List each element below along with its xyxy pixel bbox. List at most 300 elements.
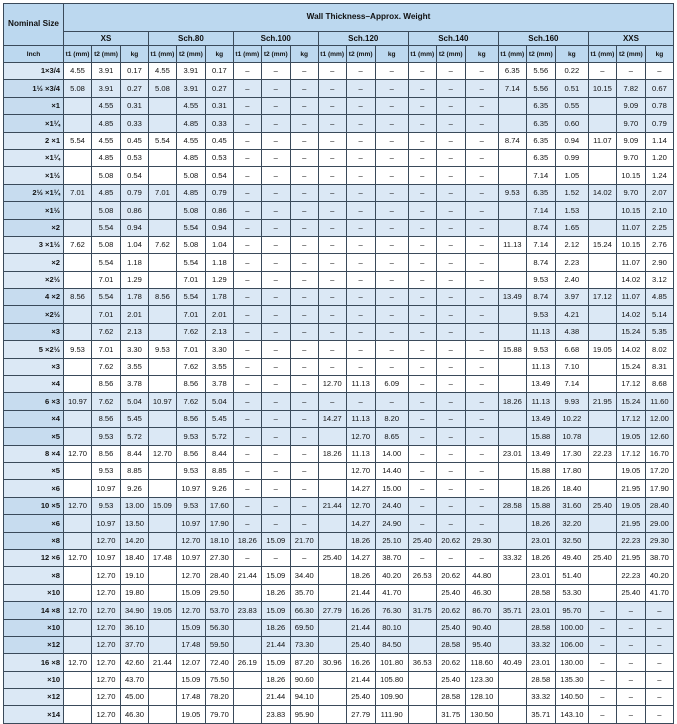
value-cell	[588, 97, 616, 114]
value-cell: 21.44	[318, 497, 346, 514]
table-row	[4, 636, 674, 653]
value-cell: –	[261, 480, 290, 497]
value-cell: 25.40	[318, 549, 346, 566]
value-cell: –	[465, 393, 498, 410]
value-cell: 86.70	[465, 602, 498, 619]
value-cell: 12.70	[318, 376, 346, 393]
value-cell: 8.74	[498, 132, 526, 149]
value-cell	[64, 567, 92, 584]
value-cell: –	[436, 289, 465, 306]
value-cell: 19.05	[176, 706, 205, 723]
value-cell	[588, 149, 616, 166]
value-cell: 0.94	[555, 132, 588, 149]
value-cell: 17.30	[555, 445, 588, 462]
value-cell: 36.10	[120, 619, 148, 636]
value-cell: 1.65	[555, 219, 588, 236]
value-cell: –	[408, 80, 436, 97]
value-cell	[148, 271, 176, 288]
unit-header: kg	[120, 46, 148, 63]
size-cell: ×14	[4, 706, 64, 723]
value-cell	[233, 636, 261, 653]
value-cell: –	[261, 306, 290, 323]
value-cell	[498, 376, 526, 393]
value-cell	[408, 671, 436, 688]
value-cell: 0.54	[120, 167, 148, 184]
value-cell	[148, 515, 176, 532]
value-cell: 26.19	[233, 654, 261, 671]
value-cell: –	[588, 619, 616, 636]
unit-header: t1 (mm)	[498, 46, 526, 63]
value-cell: –	[436, 393, 465, 410]
value-cell: –	[261, 132, 290, 149]
value-cell	[64, 306, 92, 323]
value-cell	[148, 636, 176, 653]
value-cell: 9.53	[92, 428, 121, 445]
value-cell: –	[233, 184, 261, 201]
value-cell: 3.55	[205, 358, 233, 375]
value-cell	[408, 636, 436, 653]
value-cell: 12.70	[92, 671, 121, 688]
value-cell: 0.79	[120, 184, 148, 201]
value-cell: 95.40	[465, 636, 498, 653]
value-cell: 10.97	[176, 480, 205, 497]
value-cell: –	[645, 689, 673, 706]
size-cell: ×10	[4, 671, 64, 688]
value-cell	[148, 254, 176, 271]
value-cell: 17.90	[205, 515, 233, 532]
value-cell: 22.23	[616, 567, 645, 584]
size-cell: ×5	[4, 428, 64, 445]
value-cell: 25.40	[436, 584, 465, 601]
value-cell: 105.80	[375, 671, 408, 688]
value-cell: 33.32	[498, 549, 526, 566]
value-cell: 2.90	[645, 254, 673, 271]
value-cell: –	[375, 80, 408, 97]
value-cell: 0.54	[205, 167, 233, 184]
value-cell: –	[436, 184, 465, 201]
size-cell: 8 ×4	[4, 445, 64, 462]
value-cell: 7.01	[148, 184, 176, 201]
value-cell: 10.15	[588, 80, 616, 97]
value-cell: 4.85	[645, 289, 673, 306]
value-cell: 23.01	[526, 567, 555, 584]
value-cell: 13.49	[498, 289, 526, 306]
value-cell	[588, 462, 616, 479]
value-cell: 33.32	[526, 689, 555, 706]
value-cell: 5.08	[176, 236, 205, 253]
table-row	[4, 549, 674, 566]
value-cell	[318, 567, 346, 584]
size-cell: 1×3/4	[4, 63, 64, 80]
value-cell: –	[465, 184, 498, 201]
size-cell: ×8	[4, 567, 64, 584]
value-cell: 28.58	[526, 619, 555, 636]
value-cell: –	[436, 323, 465, 340]
value-cell: 15.24	[616, 358, 645, 375]
value-cell: –	[375, 254, 408, 271]
value-cell: 9.70	[616, 184, 645, 201]
value-cell: –	[261, 97, 290, 114]
value-cell: –	[616, 636, 645, 653]
value-cell: 12.70	[346, 497, 375, 514]
value-cell: –	[318, 289, 346, 306]
value-cell: 7.01	[92, 271, 121, 288]
value-cell: 2.01	[205, 306, 233, 323]
value-cell: –	[616, 671, 645, 688]
value-cell	[64, 480, 92, 497]
value-cell: 4.55	[148, 63, 176, 80]
value-cell	[318, 689, 346, 706]
value-cell: –	[261, 271, 290, 288]
size-cell: 3 ×1½	[4, 236, 64, 253]
value-cell: –	[588, 689, 616, 706]
value-cell: –	[465, 80, 498, 97]
value-cell	[64, 323, 92, 340]
value-cell: –	[233, 306, 261, 323]
value-cell: –	[375, 184, 408, 201]
value-cell: 31.60	[555, 497, 588, 514]
value-cell	[498, 706, 526, 723]
size-cell: ×2	[4, 219, 64, 236]
value-cell: –	[318, 323, 346, 340]
value-cell	[148, 689, 176, 706]
value-cell: 40.20	[645, 567, 673, 584]
value-cell	[588, 115, 616, 132]
value-cell: –	[436, 97, 465, 114]
value-cell: 12.70	[64, 445, 92, 462]
unit-header: t2 (mm)	[261, 46, 290, 63]
value-cell: 15.09	[261, 567, 290, 584]
value-cell: 14.02	[616, 271, 645, 288]
value-cell: 5.56	[526, 63, 555, 80]
value-cell: –	[375, 149, 408, 166]
value-cell: 4.55	[64, 63, 92, 80]
value-cell: 15.88	[526, 497, 555, 514]
value-cell: 10.15	[616, 202, 645, 219]
value-cell: 49.40	[555, 549, 588, 566]
value-cell: –	[346, 184, 375, 201]
value-cell	[498, 671, 526, 688]
value-cell: –	[290, 149, 318, 166]
value-cell: 12.07	[176, 654, 205, 671]
value-cell: 7.62	[92, 358, 121, 375]
value-cell: 12.70	[92, 584, 121, 601]
value-cell	[64, 706, 92, 723]
value-cell: –	[233, 428, 261, 445]
value-cell: –	[375, 202, 408, 219]
value-cell: 0.17	[120, 63, 148, 80]
value-cell: 7.82	[616, 80, 645, 97]
value-cell: –	[233, 323, 261, 340]
unit-header: t2 (mm)	[346, 46, 375, 63]
value-cell: –	[318, 219, 346, 236]
value-cell: 10.97	[176, 549, 205, 566]
value-cell: –	[465, 428, 498, 445]
value-cell: –	[375, 63, 408, 80]
value-cell: 3.30	[205, 341, 233, 358]
value-cell: –	[318, 132, 346, 149]
value-cell: –	[233, 497, 261, 514]
value-cell: 0.17	[205, 63, 233, 80]
value-cell: –	[261, 376, 290, 393]
value-cell: 15.09	[261, 602, 290, 619]
value-cell: –	[261, 202, 290, 219]
size-cell: 10 ×5	[4, 497, 64, 514]
value-cell: 5.35	[645, 323, 673, 340]
value-cell: –	[645, 706, 673, 723]
table-row	[4, 167, 674, 184]
value-cell: 14.02	[616, 306, 645, 323]
value-cell: –	[318, 115, 346, 132]
value-cell: 0.53	[120, 149, 148, 166]
value-cell: –	[436, 410, 465, 427]
value-cell: –	[408, 549, 436, 566]
value-cell: 101.80	[375, 654, 408, 671]
value-cell: 35.71	[498, 602, 526, 619]
value-cell: –	[465, 323, 498, 340]
value-cell: 9.26	[205, 480, 233, 497]
value-cell: 9.53	[176, 497, 205, 514]
value-cell: 1.20	[645, 149, 673, 166]
table-row	[4, 671, 674, 688]
value-cell: 76.30	[375, 602, 408, 619]
value-cell: 20.62	[436, 602, 465, 619]
value-cell: 6.35	[498, 63, 526, 80]
value-cell: 34.40	[290, 567, 318, 584]
value-cell: 4.85	[92, 149, 121, 166]
value-cell: 4.55	[92, 132, 121, 149]
value-cell: 0.55	[555, 97, 588, 114]
value-cell: 26.53	[408, 567, 436, 584]
value-cell: –	[408, 271, 436, 288]
unit-header: t2 (mm)	[176, 46, 205, 63]
value-cell: 5.54	[176, 219, 205, 236]
value-cell: 23.01	[526, 532, 555, 549]
value-cell: –	[233, 341, 261, 358]
value-cell	[498, 428, 526, 445]
value-cell: 135.30	[555, 671, 588, 688]
size-cell: ×1¼	[4, 149, 64, 166]
value-cell: 8.56	[148, 289, 176, 306]
value-cell: –	[465, 480, 498, 497]
schedule-header: Sch.140	[408, 32, 498, 46]
value-cell: –	[588, 602, 616, 619]
table-row	[4, 619, 674, 636]
value-cell: 4.55	[92, 97, 121, 114]
value-cell: –	[290, 428, 318, 445]
value-cell: –	[465, 462, 498, 479]
size-cell: ×1½	[4, 202, 64, 219]
value-cell: –	[408, 341, 436, 358]
value-cell: 20.62	[436, 567, 465, 584]
value-cell: 28.40	[205, 567, 233, 584]
value-cell: –	[261, 219, 290, 236]
value-cell: 15.09	[176, 671, 205, 688]
value-cell: 4.85	[176, 149, 205, 166]
unit-header: t1 (mm)	[588, 46, 616, 63]
value-cell: –	[261, 445, 290, 462]
value-cell: –	[346, 271, 375, 288]
value-cell	[64, 689, 92, 706]
value-cell: 4.85	[176, 184, 205, 201]
value-cell: 9.53	[64, 341, 92, 358]
value-cell: –	[233, 289, 261, 306]
value-cell: –	[233, 219, 261, 236]
value-cell: –	[261, 341, 290, 358]
value-cell: 12.70	[92, 689, 121, 706]
value-cell: –	[290, 410, 318, 427]
value-cell: 2.12	[555, 236, 588, 253]
value-cell: –	[318, 393, 346, 410]
value-cell: 19.80	[120, 584, 148, 601]
value-cell	[148, 219, 176, 236]
value-cell: –	[290, 115, 318, 132]
schedule-header: XS	[64, 32, 149, 46]
value-cell: –	[233, 393, 261, 410]
value-cell: –	[290, 306, 318, 323]
value-cell: 15.24	[616, 323, 645, 340]
value-cell: –	[233, 97, 261, 114]
value-cell: 2.07	[645, 184, 673, 201]
value-cell: 15.88	[526, 462, 555, 479]
value-cell: –	[261, 515, 290, 532]
value-cell: –	[408, 219, 436, 236]
value-cell	[588, 376, 616, 393]
value-cell: 6.68	[555, 341, 588, 358]
value-cell	[148, 323, 176, 340]
value-cell: 5.04	[120, 393, 148, 410]
value-cell	[408, 584, 436, 601]
value-cell: –	[233, 462, 261, 479]
value-cell	[588, 428, 616, 445]
size-cell: ×12	[4, 636, 64, 653]
value-cell: 42.60	[120, 654, 148, 671]
value-cell: –	[233, 410, 261, 427]
value-cell: 12.70	[64, 549, 92, 566]
value-cell: 4.85	[92, 115, 121, 132]
value-cell	[588, 167, 616, 184]
value-cell: 0.79	[645, 115, 673, 132]
value-cell: 19.05	[588, 341, 616, 358]
value-cell: 10.15	[616, 236, 645, 253]
value-cell: –	[465, 115, 498, 132]
value-cell: –	[346, 63, 375, 80]
value-cell: 1.29	[120, 271, 148, 288]
value-cell: –	[261, 410, 290, 427]
value-cell: 10.78	[555, 428, 588, 445]
value-cell: –	[346, 202, 375, 219]
value-cell	[64, 619, 92, 636]
value-cell: 22.23	[588, 445, 616, 462]
value-cell: 79.70	[205, 706, 233, 723]
value-cell	[588, 271, 616, 288]
value-cell: –	[233, 254, 261, 271]
value-cell: –	[645, 636, 673, 653]
value-cell: 9.53	[526, 271, 555, 288]
value-cell: 21.44	[148, 654, 176, 671]
value-cell	[318, 636, 346, 653]
unit-header: kg	[205, 46, 233, 63]
value-cell: –	[436, 132, 465, 149]
value-cell: 7.62	[176, 393, 205, 410]
value-cell	[498, 358, 526, 375]
value-cell: 31.75	[408, 602, 436, 619]
value-cell: 15.24	[588, 236, 616, 253]
value-cell: 18.26	[526, 480, 555, 497]
value-cell	[588, 219, 616, 236]
unit-header: kg	[465, 46, 498, 63]
value-cell: 16.26	[346, 654, 375, 671]
value-cell	[64, 202, 92, 219]
table-row	[4, 115, 674, 132]
value-cell: 21.44	[233, 567, 261, 584]
value-cell: –	[290, 445, 318, 462]
value-cell: 14.00	[375, 445, 408, 462]
value-cell: 7.62	[92, 323, 121, 340]
value-cell: –	[261, 184, 290, 201]
value-cell: 25.40	[436, 619, 465, 636]
value-cell	[148, 115, 176, 132]
value-cell: 8.56	[176, 410, 205, 427]
value-cell: 8.31	[645, 358, 673, 375]
value-cell: 28.58	[436, 636, 465, 653]
size-cell: 1½ ×3/4	[4, 80, 64, 97]
value-cell	[64, 532, 92, 549]
value-cell: 23.83	[261, 706, 290, 723]
value-cell: 3.91	[92, 63, 121, 80]
value-cell: –	[233, 167, 261, 184]
table-row	[4, 602, 674, 619]
table-row	[4, 184, 674, 201]
value-cell: 27.79	[318, 602, 346, 619]
value-cell: 8.56	[176, 445, 205, 462]
value-cell: –	[588, 636, 616, 653]
value-cell: –	[375, 236, 408, 253]
value-cell: –	[346, 393, 375, 410]
value-cell: –	[290, 480, 318, 497]
value-cell: –	[346, 97, 375, 114]
value-cell: –	[645, 619, 673, 636]
size-cell: 14 ×8	[4, 602, 64, 619]
value-cell: –	[375, 393, 408, 410]
value-cell: –	[408, 428, 436, 445]
value-cell: –	[233, 376, 261, 393]
value-cell: 28.58	[498, 497, 526, 514]
value-cell: 8.56	[92, 445, 121, 462]
value-cell: 8.85	[205, 462, 233, 479]
value-cell	[148, 462, 176, 479]
value-cell: –	[436, 167, 465, 184]
value-cell: 10.97	[92, 549, 121, 566]
value-cell	[318, 706, 346, 723]
value-cell: 130.50	[465, 706, 498, 723]
value-cell: 4.55	[176, 97, 205, 114]
size-cell: ×6	[4, 480, 64, 497]
value-cell: –	[346, 306, 375, 323]
table-row	[4, 393, 674, 410]
value-cell: –	[290, 202, 318, 219]
value-cell: –	[290, 358, 318, 375]
value-cell: 14.27	[346, 480, 375, 497]
value-cell: –	[290, 289, 318, 306]
value-cell	[64, 97, 92, 114]
value-cell: 7.62	[176, 323, 205, 340]
value-cell: –	[346, 149, 375, 166]
value-cell: 5.45	[120, 410, 148, 427]
value-cell: 15.24	[616, 393, 645, 410]
value-cell	[233, 619, 261, 636]
value-cell: 38.70	[375, 549, 408, 566]
